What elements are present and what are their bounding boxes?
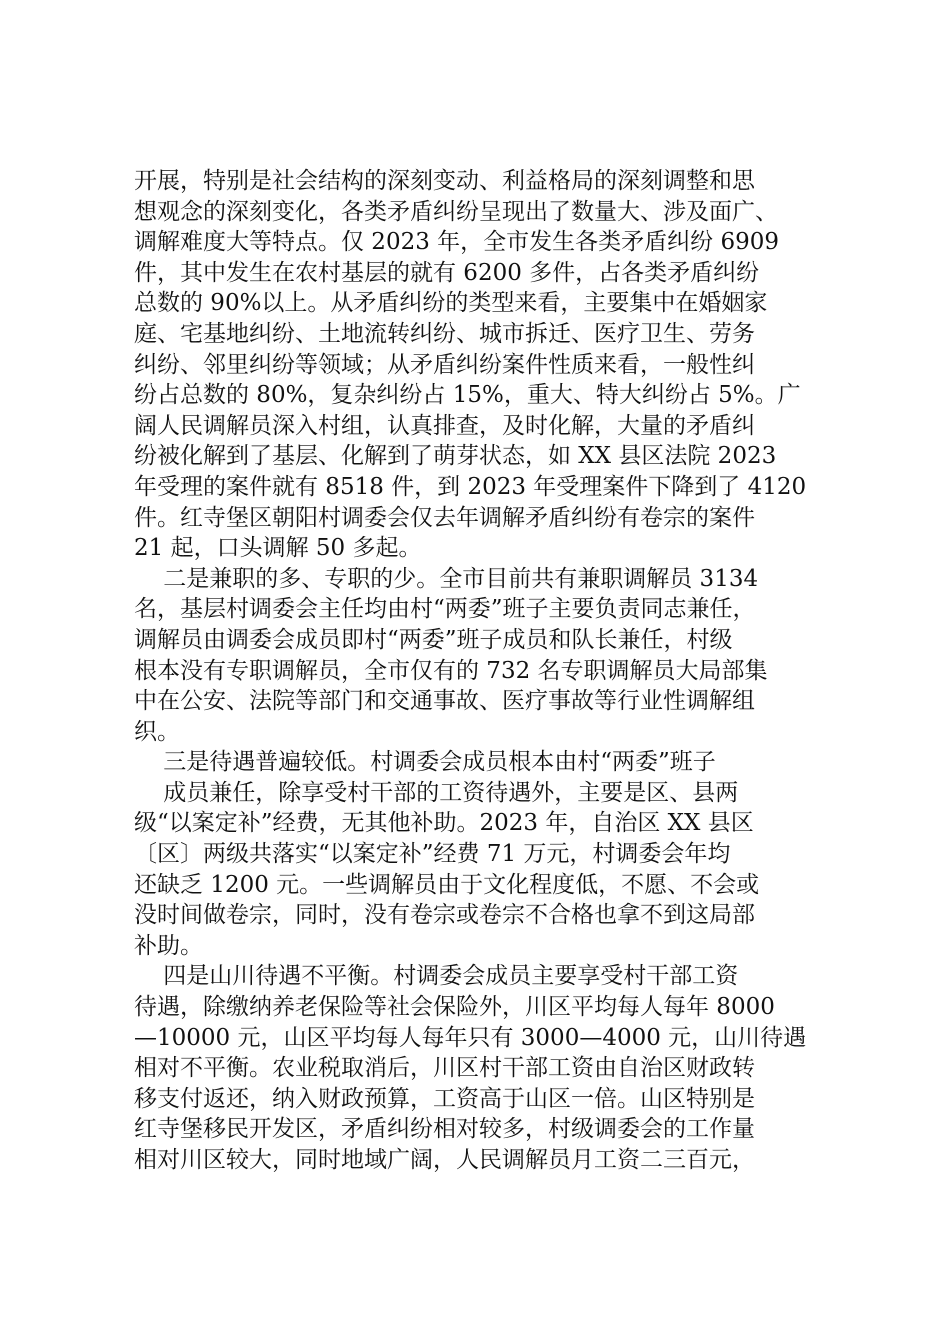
text-line: 年受理的案件就有 8518 件，到 2023 年受理案件下降到了 4120 [134,473,807,500]
text-line: 二是兼职的多、专职的少。全市目前共有兼职调解员 3134 [134,565,759,592]
text-line: 还缺乏 1200 元。一些调解员由于文化程度低，不愿、不会或 [134,871,760,898]
text-line: 21 起，口头调解 50 多起。 [134,535,422,562]
text-line: 相对不平衡。农业税取消后，川区村干部工资由自治区财政转 [134,1055,755,1082]
text-line: 织。 [134,718,180,745]
text-line: 庭、宅基地纠纷、土地流转纠纷、城市拆迁、医疗卫生、劳务 [134,320,755,347]
text-line: 三是待遇普遍较低。村调委会成员根本由村“两委”班子 [134,749,716,776]
text-line: 想观念的深刻变化，各类矛盾纠纷呈现出了数量大、涉及面广、 [134,198,778,225]
text-line: 总数的 90%以上。从矛盾纠纷的类型来看，主要集中在婚姻家 [134,290,768,317]
text-line: 相对川区较大，同时地域广阔，人民调解员月工资二三百元， [134,1147,755,1173]
text-line: 纷被化解到了基层、化解到了萌芽状态，如 XX 县区法院 2023 [134,443,777,470]
text-line: 〔区〕两级共落实“以案定补”经费 71 万元，村调委会年均 [134,841,731,868]
text-line: 件。红寺堡区朝阳村调委会仅去年调解矛盾纠纷有卷宗的案件 [134,504,755,531]
text-line: 开展，特别是社会结构的深刻变动、利益格局的深刻调整和思 [134,168,755,194]
text-line: 阔人民调解员深入村组，认真排查，及时化解，大量的矛盾纠 [134,412,755,439]
text-line: 件，其中发生在农村基层的就有 6200 多件，占各类矛盾纠纷 [134,259,760,286]
text-line: —10000 元，山区平均每人每年只有 3000—4000 元，山川待遇 [134,1024,807,1051]
text-line: 中在公安、法院等部门和交通事故、医疗事故等行业性调解组 [134,688,755,715]
text-line: 没时间做卷宗，同时，没有卷宗或卷宗不合格也拿不到这局部 [134,902,755,929]
text-line: 红寺堡移民开发区，矛盾纠纷相对较多，村级调委会的工作量 [134,1116,755,1143]
text-line: 移支付返还，纳入财政预算，工资高于山区一倍。山区特别是 [134,1085,755,1112]
text-line: 级“以案定补”经费，无其他补助。2023 年，自治区 XX 县区 [134,810,754,837]
text-line: 纠纷、邻里纠纷等领域；从矛盾纠纷案件性质来看，一般性纠 [134,351,755,378]
text-line: 成员兼任，除享受村干部的工资待遇外，主要是区、县两 [134,779,739,806]
text-line: 调解难度大等特点。仅 2023 年，全市发生各类矛盾纠纷 6909 [134,229,779,256]
text-line: 名，基层村调委会主任均由村“两委”班子主要负责同志兼任， [134,596,756,623]
text-line: 调解员由调委会成员即村“两委”班子成员和队长兼任，村级 [134,626,733,653]
text-line: 待遇，除缴纳养老保险等社会保险外，川区平均每人每年 8000 [134,994,775,1021]
body-text [134,166,844,1176]
text-line: 根本没有专职调解员，全市仅有的 732 名专职调解员大局部集 [134,657,768,684]
text-line: 四是山川待遇不平衡。村调委会成员主要享受村干部工资 [134,963,739,990]
text-line: 纷占总数的 80%，复杂纠纷占 15%，重大、特大纠纷占 5%。广 [134,382,801,409]
text-line: 补助。 [134,932,203,959]
